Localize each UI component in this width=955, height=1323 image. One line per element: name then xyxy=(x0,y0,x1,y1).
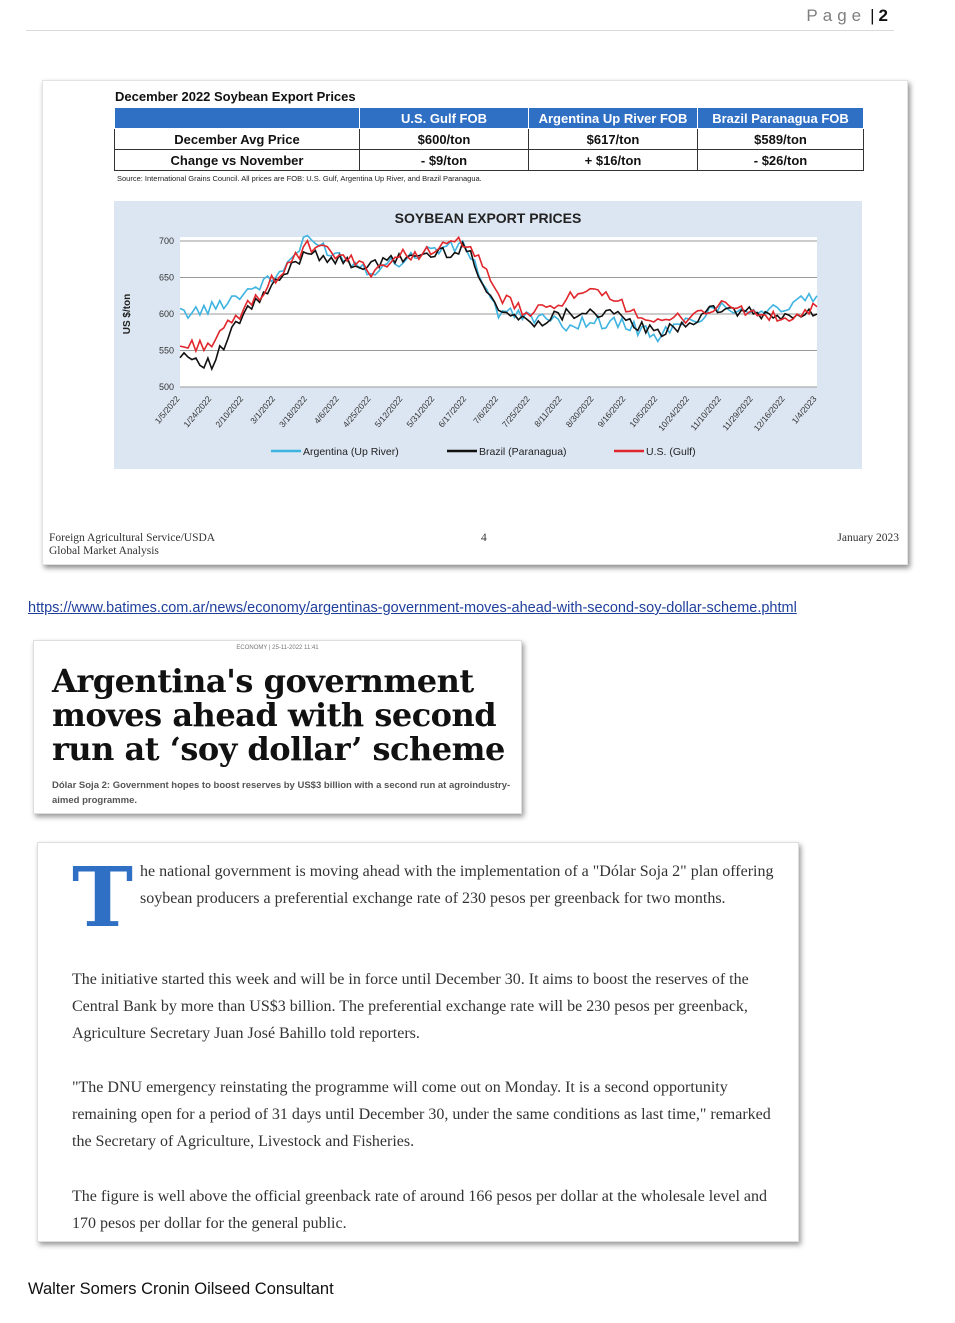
x-tick-label: 8/11/2022 xyxy=(532,393,564,429)
x-tick-label: 7/6/2022 xyxy=(471,393,501,426)
report-date: January 2023 xyxy=(837,532,899,544)
headline-snapshot xyxy=(33,640,522,814)
headline-title: Argentina's government moves ahead with second run at ‘soy dollar’ scheme xyxy=(52,662,505,768)
y-tick-label: 650 xyxy=(158,272,174,283)
x-tick-label: 3/18/2022 xyxy=(276,393,309,430)
x-tick-label: 1/4/2023 xyxy=(789,393,819,426)
article-paragraph: The figure is well above the official greenback rate of around 166 pesos per dollar at the wholesale level and 170 pesos per dollar for the general public. xyxy=(72,1188,767,1232)
x-tick-label: 6/17/2022 xyxy=(436,393,469,430)
page-label: Page xyxy=(806,6,867,25)
x-tick-label: 7/25/2022 xyxy=(499,393,532,430)
x-tick-label: 4/25/2022 xyxy=(340,393,373,430)
article-lead: he national government is moving ahead with the implementation of a "Dólar Soja 2" plan offering soybean producers a preferential exchange rate of 230 pesos per greenback for two months. xyxy=(140,863,774,907)
report-page-number: 4 xyxy=(481,532,487,544)
x-tick-label: 11/10/2022 xyxy=(688,393,723,433)
x-tick-label: 10/24/2022 xyxy=(656,393,692,433)
y-tick-label: 550 xyxy=(158,345,174,356)
report-division: Global Market Analysis xyxy=(49,545,159,557)
x-tick-label: 2/10/2022 xyxy=(213,393,246,430)
x-tick-label: 12/16/2022 xyxy=(751,393,787,433)
x-tick-label: 5/31/2022 xyxy=(404,393,437,430)
x-tick-label: 8/30/2022 xyxy=(563,393,596,430)
row-label: Change vs November xyxy=(115,150,360,171)
soybean-price-chart xyxy=(114,201,862,469)
table-cell: $617/ton xyxy=(529,129,698,150)
x-tick-label: 1/5/2022 xyxy=(152,393,182,426)
x-tick-label: 4/6/2022 xyxy=(311,393,341,426)
table-cell: + $16/ton xyxy=(529,150,698,171)
chart-title: SOYBEAN EXPORT PRICES xyxy=(394,210,582,226)
table-header-cell: U.S. Gulf FOB xyxy=(360,108,529,129)
table-header-blank xyxy=(115,108,360,129)
x-tick-label: 1/24/2022 xyxy=(181,393,214,430)
row-label: December Avg Price xyxy=(115,129,360,150)
headline-kicker: ECONOMY | 25-11-2022 11:41 xyxy=(236,645,319,651)
y-axis-label: US $/ton xyxy=(122,293,133,335)
report-snapshot xyxy=(42,80,908,565)
x-tick-label: 9/16/2022 xyxy=(595,393,628,430)
legend-label: Brazil (Paranagua) xyxy=(479,446,567,458)
article-paragraph: The initiative started this week and will be in force until December 30. It aims to boost the reserves of the Central Bank by more than US$3 billion. The preferential exchange rate will be 230 pesos per greenback, Agriculture Secretary Juan José Bahillo told reporters. xyxy=(72,971,749,1042)
y-tick-label: 700 xyxy=(158,236,174,246)
y-tick-label: 500 xyxy=(158,382,174,392)
page-header xyxy=(26,0,894,31)
table-header-cell: Argentina Up River FOB xyxy=(529,108,698,129)
x-tick-label: 11/29/2022 xyxy=(720,393,755,433)
table-cell: $600/ton xyxy=(360,129,529,150)
article-paragraph: "The DNU emergency reinstating the programme will come out on Monday. It is a second opportunity remaining open for a period of 31 days until December 30, under the same conditions as last time," remarked the Secretary of Agriculture, Livestock and Fisheries. xyxy=(72,1079,771,1150)
table-header-cell: Brazil Paranagua FOB xyxy=(698,108,864,129)
price-table xyxy=(114,107,864,171)
drop-cap: T xyxy=(72,850,134,946)
page-number: Page | 2 xyxy=(806,6,888,25)
table-title: December 2022 Soybean Export Prices xyxy=(115,89,356,104)
table-cell: $589/ton xyxy=(698,129,864,150)
x-tick-label: 10/5/2022 xyxy=(627,393,660,430)
legend-label: Argentina (Up River) xyxy=(303,446,399,458)
document-footer-author: Walter Somers Cronin Oilseed Consultant xyxy=(28,1280,334,1298)
y-tick-label: 600 xyxy=(158,309,174,319)
table-source-note: Source: International Grains Council. All prices are FOB: U.S. Gulf, Argentina Up River, and Brazil Paranagua. xyxy=(117,174,482,183)
article-snapshot xyxy=(37,842,799,1242)
table-cell: - $26/ton xyxy=(698,150,864,171)
table-header-row xyxy=(115,108,864,129)
x-tick-label: 3/1/2022 xyxy=(248,393,278,426)
article-link[interactable]: https://www.batimes.com.ar/news/economy/argentinas-government-moves-ahead-with-second-soy-dollar-scheme.phtml xyxy=(28,600,797,616)
table-row xyxy=(115,150,864,171)
report-footer-left xyxy=(49,532,215,558)
x-tick-label: 5/12/2022 xyxy=(372,393,405,430)
page-number-value: 2 xyxy=(878,6,888,25)
report-agency: Foreign Agricultural Service/USDA xyxy=(49,532,216,544)
legend-label: U.S. (Gulf) xyxy=(646,446,696,458)
table-cell: - $9/ton xyxy=(360,150,529,171)
headline-subtitle: Dólar Soja 2: Government hopes to boost reserves by US$3 billion with a second run at agroindustry-aimed programme. xyxy=(52,780,511,806)
chart-svg xyxy=(114,201,862,469)
table-row xyxy=(115,129,864,150)
